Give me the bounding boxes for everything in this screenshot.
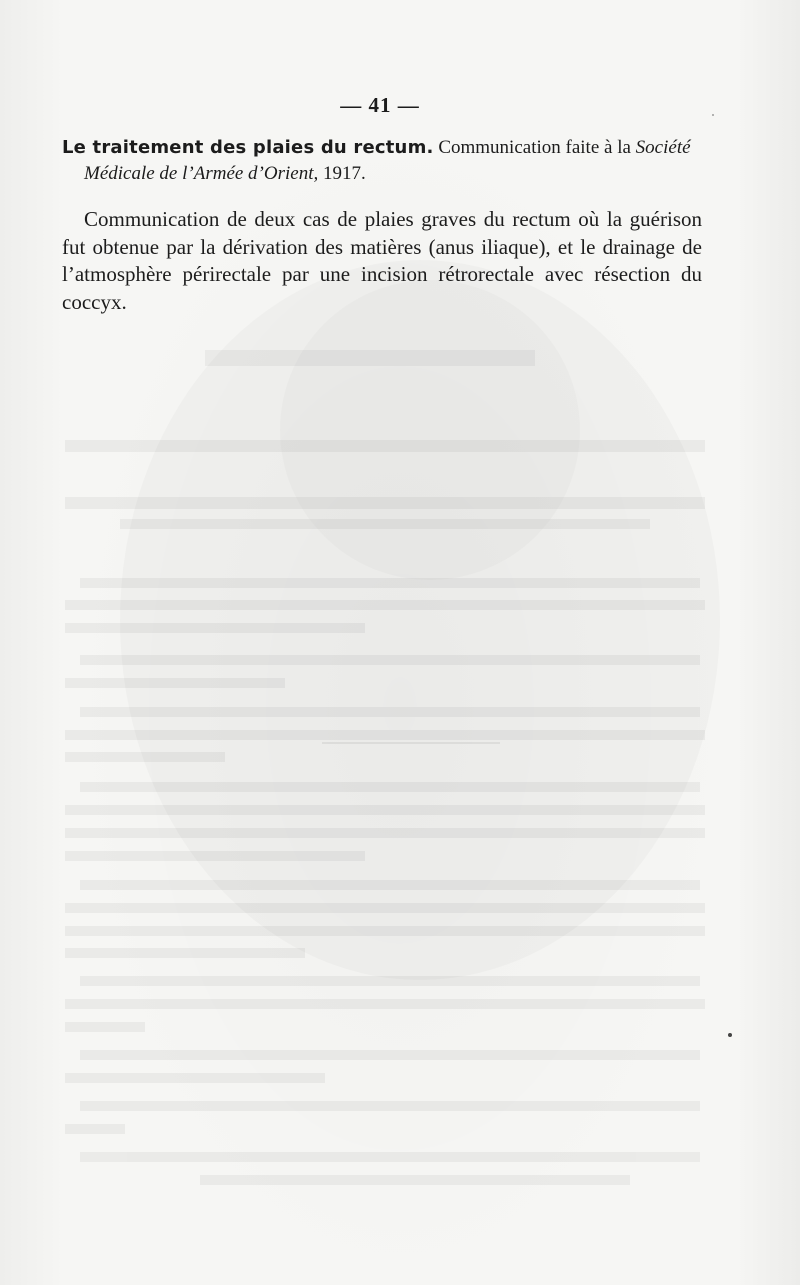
summary-paragraph: Communication de deux cas de plaies graves du rectum où la guérison fut obtenue par la dérivation des matières (anus iliaque), et le drainage de l’atmosphère périrectale par une incision rétrorectale avec résection du coccyx. xyxy=(62,207,702,314)
entry-second-line xyxy=(62,161,712,187)
page-number: — 41 — xyxy=(340,93,420,117)
entry-society-line1: Société xyxy=(635,137,691,158)
ink-speck xyxy=(728,1033,732,1037)
entry-communication: Communication faite à la xyxy=(433,137,636,158)
entry-year: 1917. xyxy=(318,163,366,184)
entry-title: Le traitement des plaies du rectum. xyxy=(62,137,434,158)
entry-society-line2: Médicale de l’Armée d’Orient, xyxy=(84,163,319,184)
bibliography-entry xyxy=(62,135,712,187)
